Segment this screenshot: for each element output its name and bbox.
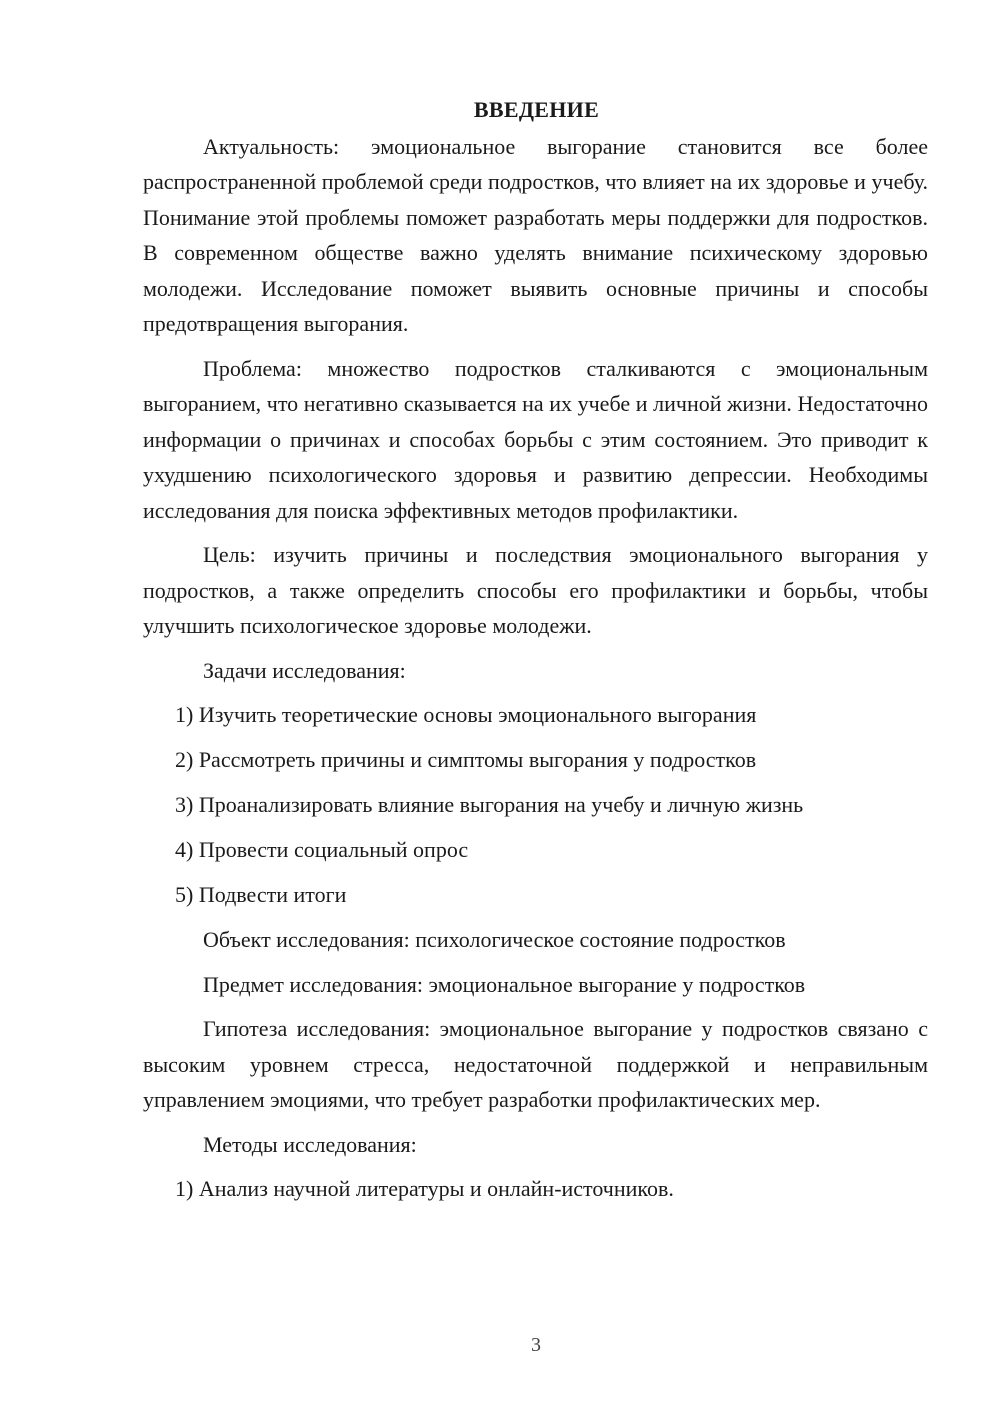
page-number: 3 <box>531 1334 541 1356</box>
research-subject: Предмет исследования: эмоциональное выгорание у подростков <box>203 971 806 997</box>
hypothesis-paragraph: Гипотеза исследования: эмоциональное выгорание у подростков связано с высоким уровнем стресса, недостаточной поддержкой и неправильным управлением эмоциями, что требует разработки профилактических мер. <box>143 1016 928 1112</box>
document-page <box>143 92 928 1216</box>
methods-label: Методы исследования: <box>203 1131 417 1157</box>
goal-paragraph: Цель: изучить причины и последствия эмоционального выгорания у подростков, а также определить способы его профилактики и борьбы, чтобы улучшить психологическое здоровье молодежи. <box>143 542 928 638</box>
research-object: Объект исследования: психологическое состояние подростков <box>203 927 786 952</box>
task-item: 5) Подвести итоги <box>175 882 347 907</box>
task-item: 4) Провести социальный опрос <box>175 837 469 862</box>
task-item: 2) Рассмотреть причины и симптомы выгорания у подростков <box>175 747 757 772</box>
task-item: 3) Проанализировать влияние выгорания на учебу и личную жизнь <box>175 792 804 817</box>
method-item: 1) Анализ научной литературы и онлайн-источников. <box>175 1176 674 1201</box>
section-heading: ВВЕДЕНИЕ <box>473 97 600 122</box>
tasks-label: Задачи исследования: <box>203 657 406 683</box>
relevance-paragraph: Актуальность: эмоциональное выгорание становится все более распространенной проблемой среди подростков, что влияет на их здоровье и учебу. Понимание этой проблемы поможет разработать меры поддержки для подростков. В современном обществе важно уделять внимание психическому здоровью молодежи. Исследование поможет выявить основные причины и способы предотвращения выгорания. <box>143 133 928 336</box>
problem-paragraph: Проблема: множество подростков сталкиваются с эмоциональным выгоранием, что негативно сказывается на их учебе и личной жизни. Недостаточно информации о причинах и способах борьбы с этим состоянием. Это приводит к ухудшению психологического здоровья и развитию депрессии. Необходимы исследования для поиска эффективных методов профилактики. <box>143 355 928 523</box>
task-item: 1) Изучить теоретические основы эмоционального выгорания <box>175 702 757 727</box>
